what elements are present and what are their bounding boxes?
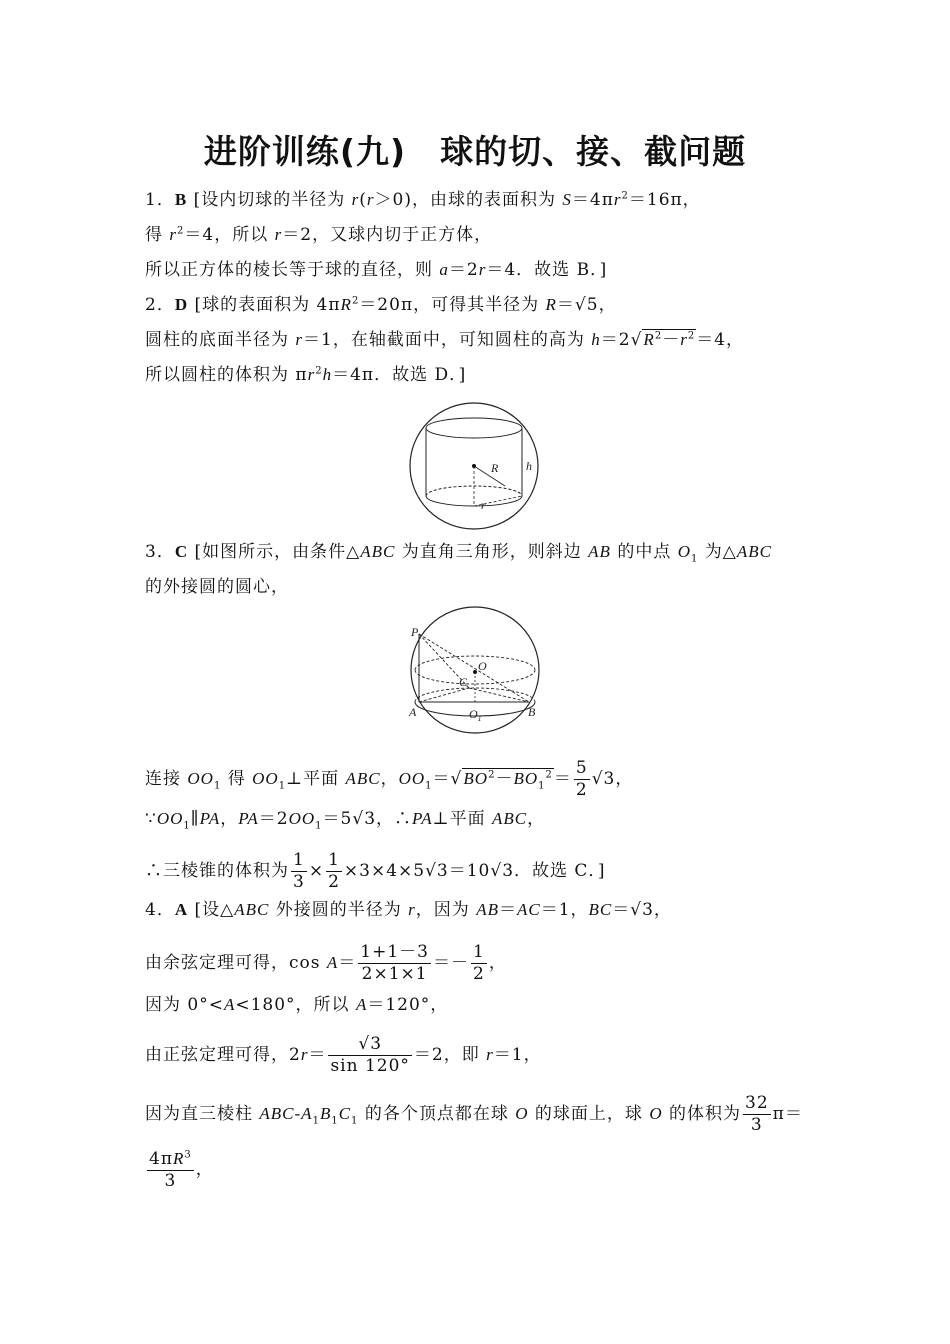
denominator: 2 — [328, 872, 340, 892]
s3-text: 的中点 — [610, 542, 678, 562]
math-sub: 1 — [691, 553, 699, 565]
numerator: 32 — [745, 1093, 769, 1113]
math-var: r — [300, 1045, 309, 1064]
s3-text: ∵ — [145, 809, 157, 829]
s2-text: ＝4， — [696, 330, 745, 350]
s4-line6 — [145, 1150, 214, 1190]
s2-line1 — [145, 293, 617, 317]
s3-line3 — [145, 760, 633, 799]
math-var: h — [322, 365, 333, 384]
s3-text: √3， — [591, 769, 634, 789]
s4-text: ＝1， — [540, 900, 589, 920]
s3-line1 — [145, 540, 772, 564]
s3-text: ＝5√3，∴ — [322, 809, 413, 829]
s2-text: [球的表面积为 4π — [188, 295, 341, 315]
s4-text: ＝－ — [432, 953, 469, 973]
label-C: C — [459, 675, 468, 689]
s2-text: ＝20π，可得其半径为 — [359, 295, 546, 315]
s3-number: 3． — [145, 542, 175, 562]
s3-answer: C — [174, 542, 189, 561]
s1-text: 所以正方体的棱长等于球的直径，则 — [145, 260, 440, 280]
fraction-1-2 — [326, 852, 342, 891]
s1-text: ＝16π， — [628, 190, 701, 210]
math-sup: 2 — [488, 769, 496, 781]
label-O1-main: O — [469, 707, 478, 721]
math-var: -A — [294, 1104, 313, 1123]
s3-text: ⊥平面 — [432, 809, 492, 829]
math-var: ABC — [360, 542, 396, 561]
s4-text: ＝2，即 — [413, 1045, 487, 1065]
math-var: a — [439, 260, 449, 279]
math-sub: 1 — [213, 780, 222, 792]
math-var: ABC — [492, 809, 528, 828]
s3-line2: 的外接圆的圆心， — [145, 577, 289, 597]
s3-text: ∥ — [190, 809, 200, 829]
fraction-1-3 — [291, 852, 307, 891]
s4-text: 外接圆的半径为 — [269, 900, 409, 920]
s4-text: 的各个顶点都在球 — [358, 1104, 516, 1124]
math-var: O — [677, 542, 692, 561]
fraction-32-3 — [743, 1095, 771, 1134]
s3-text: × — [308, 861, 325, 881]
math-var: BO — [513, 769, 539, 788]
denominator: 2 — [472, 964, 485, 984]
denominator: 3 — [750, 1115, 763, 1135]
s3-line5 — [145, 852, 606, 891]
cylinder-in-sphere-figure — [405, 400, 545, 532]
s3-text: ＝√ — [432, 769, 463, 789]
denominator: 3 — [164, 1171, 177, 1191]
math-var: r — [680, 330, 688, 349]
fraction-5-2 — [574, 760, 590, 799]
radius-R-line — [474, 466, 505, 486]
s4-text: 因为直三棱柱 — [145, 1104, 260, 1124]
s4-text: 的体积为 — [662, 1104, 742, 1124]
s4-text: ＝ — [308, 1045, 327, 1065]
numerator — [147, 1150, 194, 1171]
edge-PB — [419, 634, 529, 702]
math-var: O — [515, 1104, 529, 1123]
s2-text: ＝√5， — [556, 295, 617, 315]
math-sub: 1 — [538, 780, 546, 792]
s3-text: 为直角三角形，则斜边 — [395, 542, 589, 562]
math-var: A — [223, 995, 236, 1014]
label-B: B — [528, 705, 536, 719]
s4-line4 — [145, 1036, 542, 1075]
numerator: 1 — [328, 850, 340, 870]
s2-line3 — [145, 363, 466, 387]
s3-text: 得 — [221, 769, 253, 789]
s4-text: 因为 0°< — [145, 995, 224, 1015]
s1-line1 — [145, 188, 701, 212]
s4-text: <180°，所以 — [235, 995, 356, 1015]
s3-text: ＝ — [553, 769, 572, 789]
s4-text: ＝120°， — [367, 995, 449, 1015]
math-sup: 2 — [654, 330, 663, 342]
math-sub: 1 — [425, 780, 433, 792]
numerator: 1 — [472, 942, 485, 962]
numerator: √3 — [328, 1036, 411, 1056]
s4-line2 — [145, 944, 507, 983]
s3-text: ， — [527, 809, 546, 829]
math-var: r — [486, 1045, 494, 1064]
fraction-sin — [328, 1036, 411, 1075]
math-sup: 3 — [184, 1149, 192, 1161]
math-var: AB — [588, 542, 611, 561]
radicand — [642, 329, 696, 350]
math-var: r — [613, 190, 622, 209]
s2-text: ＝1，在轴截面中，可知圆柱的高为 — [303, 330, 592, 350]
math-sub: 1 — [183, 820, 191, 832]
math-var: ABC — [345, 769, 381, 788]
math-sym: － — [495, 769, 514, 789]
s2-number: 2． — [145, 295, 175, 315]
s1-text: 得 — [145, 225, 170, 245]
center-point — [472, 464, 476, 468]
s3-text: ∴三棱锥的体积为 — [145, 861, 289, 881]
math-sup: 2 — [545, 769, 553, 781]
label-r: r — [481, 498, 486, 512]
math-var: r — [478, 260, 487, 279]
s4-answer: A — [174, 900, 189, 919]
math-var: A — [355, 995, 368, 1014]
fraction-cos — [358, 944, 431, 983]
math-var: S — [562, 190, 572, 209]
cylinder-top — [426, 418, 522, 438]
s1-text: ＝4π — [571, 190, 614, 210]
section-circle-back — [415, 656, 535, 670]
s4-text: ＝1， — [493, 1045, 542, 1065]
label-h: h — [526, 459, 532, 473]
s4-text: ＝√3， — [612, 900, 672, 920]
math-var: C — [338, 1104, 352, 1123]
numerator: 1 — [293, 850, 305, 870]
s2-text: ＝4π．故选 D．] — [332, 365, 467, 385]
math-var: BO — [463, 769, 489, 788]
s4-text: ， — [488, 953, 507, 973]
math-var: r — [408, 900, 416, 919]
math-sub: 1 — [315, 820, 323, 832]
s1-text: ＝4，所以 — [184, 225, 275, 245]
math-sym: － — [662, 330, 681, 350]
math-var: r — [307, 365, 316, 384]
s1-text: ，由球的表面积为 — [411, 190, 563, 210]
s2-text: ＝2√ — [600, 330, 643, 350]
math-sub: 1 — [351, 1115, 359, 1127]
s1-answer: B — [174, 190, 188, 209]
math-var: r — [295, 330, 304, 349]
numerator: 5 — [575, 758, 588, 778]
math-var: BC — [588, 900, 613, 919]
radicand — [462, 768, 553, 792]
s3-text: 连接 — [145, 769, 188, 789]
math-sup: 2 — [351, 295, 360, 307]
math-var: OO — [156, 809, 184, 828]
math-var: ABC — [259, 1104, 295, 1123]
page-title: 进阶训练(九) 球的切、接、截问题 — [203, 132, 747, 171]
math-var: h — [591, 330, 601, 349]
label-O: O — [478, 659, 487, 673]
s4-text: [设△ — [188, 900, 235, 920]
s2-answer: D — [174, 295, 189, 314]
s4-line5 — [145, 1095, 803, 1134]
label-A: A — [409, 705, 417, 719]
math-var: ABC — [736, 542, 772, 561]
s4-line3 — [145, 993, 448, 1017]
s3-text: ， — [220, 809, 239, 829]
s4-text: ＝ — [338, 953, 357, 973]
s4-text: 由余弦定理可得，cos — [145, 953, 327, 973]
math-var: AC — [516, 900, 541, 919]
edge-CB — [469, 688, 529, 702]
numerator-text: 4π — [149, 1149, 173, 1169]
s3-text: ⊥平面 — [286, 769, 346, 789]
label-P: P — [411, 625, 419, 639]
s3-line4 — [145, 807, 545, 831]
math-sup: 2 — [315, 365, 323, 377]
fraction-volume — [147, 1150, 194, 1190]
s3-text: ， — [380, 769, 399, 789]
denominator: 2×1×1 — [361, 964, 428, 984]
math-sub: 1 — [278, 780, 287, 792]
label-O1-sub: 1 — [477, 714, 482, 723]
math-var: r — [274, 225, 283, 244]
math-var: B — [319, 1104, 332, 1123]
s4-text: ， — [195, 1159, 214, 1180]
s4-number: 4． — [145, 900, 175, 920]
math-var: OO — [288, 809, 316, 828]
s1-text: [设内切球的半径为 — [187, 190, 352, 210]
denominator: 3 — [293, 872, 305, 892]
s1-text: ＝2 — [448, 260, 479, 280]
math-var: AB — [476, 900, 499, 919]
math-sub: 1 — [331, 1115, 339, 1127]
s2-text: 所以圆柱的体积为 π — [145, 365, 308, 385]
s2-text: 圆柱的底面半径为 — [145, 330, 296, 350]
s1-line3 — [145, 258, 607, 282]
math-var: r — [169, 225, 178, 244]
math-sup: 2 — [177, 225, 185, 237]
s1-text: ＝2，又球内切于正方体， — [282, 225, 493, 245]
numerator: 1+1－3 — [360, 942, 429, 962]
math-var: r — [351, 190, 360, 209]
math-sym: ( — [359, 190, 367, 210]
math-var: PA — [199, 809, 221, 828]
math-var: OO — [187, 769, 214, 788]
s3-text: 为△ — [698, 542, 737, 562]
s4-text: ，因为 — [415, 900, 477, 920]
math-var: R — [545, 295, 557, 314]
s3-text: [如图所示，由条件△ — [188, 542, 361, 562]
center-O-point — [473, 670, 477, 674]
s1-number: 1． — [145, 190, 175, 210]
math-var: r — [366, 190, 375, 209]
s1-text: ＝4．故选 B．] — [486, 260, 608, 280]
math-var: ABC — [234, 900, 270, 919]
s1-line2 — [145, 223, 492, 247]
math-sub: 1 — [312, 1115, 320, 1127]
math-var: O — [649, 1104, 663, 1123]
math-var: OO — [398, 769, 426, 788]
s4-text: 由正弦定理可得，2 — [145, 1045, 301, 1065]
s4-text: ＝ — [498, 900, 517, 920]
math-var: PA — [412, 809, 433, 828]
fraction-half — [471, 944, 487, 983]
s3-text: ×3×4×5√3＝10√3．故选 C．] — [343, 861, 606, 881]
math-sym: ＞0) — [374, 190, 412, 210]
math-var: PA — [238, 809, 259, 828]
math-var: A — [326, 953, 339, 972]
label-O1 — [469, 707, 482, 723]
s2-line2 — [145, 328, 744, 352]
math-sup: 2 — [621, 190, 629, 202]
s4-text: 的球面上，球 — [528, 1104, 650, 1124]
math-var: R — [173, 1149, 185, 1168]
s4-line1 — [145, 898, 672, 922]
math-var: R — [643, 330, 655, 349]
math-sup: 2 — [687, 330, 696, 342]
denominator: sin 120° — [330, 1056, 410, 1076]
s4-text: π＝ — [772, 1104, 803, 1124]
pyramid-in-sphere-figure — [405, 604, 550, 736]
math-var: R — [340, 295, 352, 314]
label-R: R — [491, 461, 499, 475]
math-var: OO — [252, 769, 279, 788]
denominator: 2 — [575, 780, 588, 800]
s3-text: ＝2 — [258, 809, 289, 829]
